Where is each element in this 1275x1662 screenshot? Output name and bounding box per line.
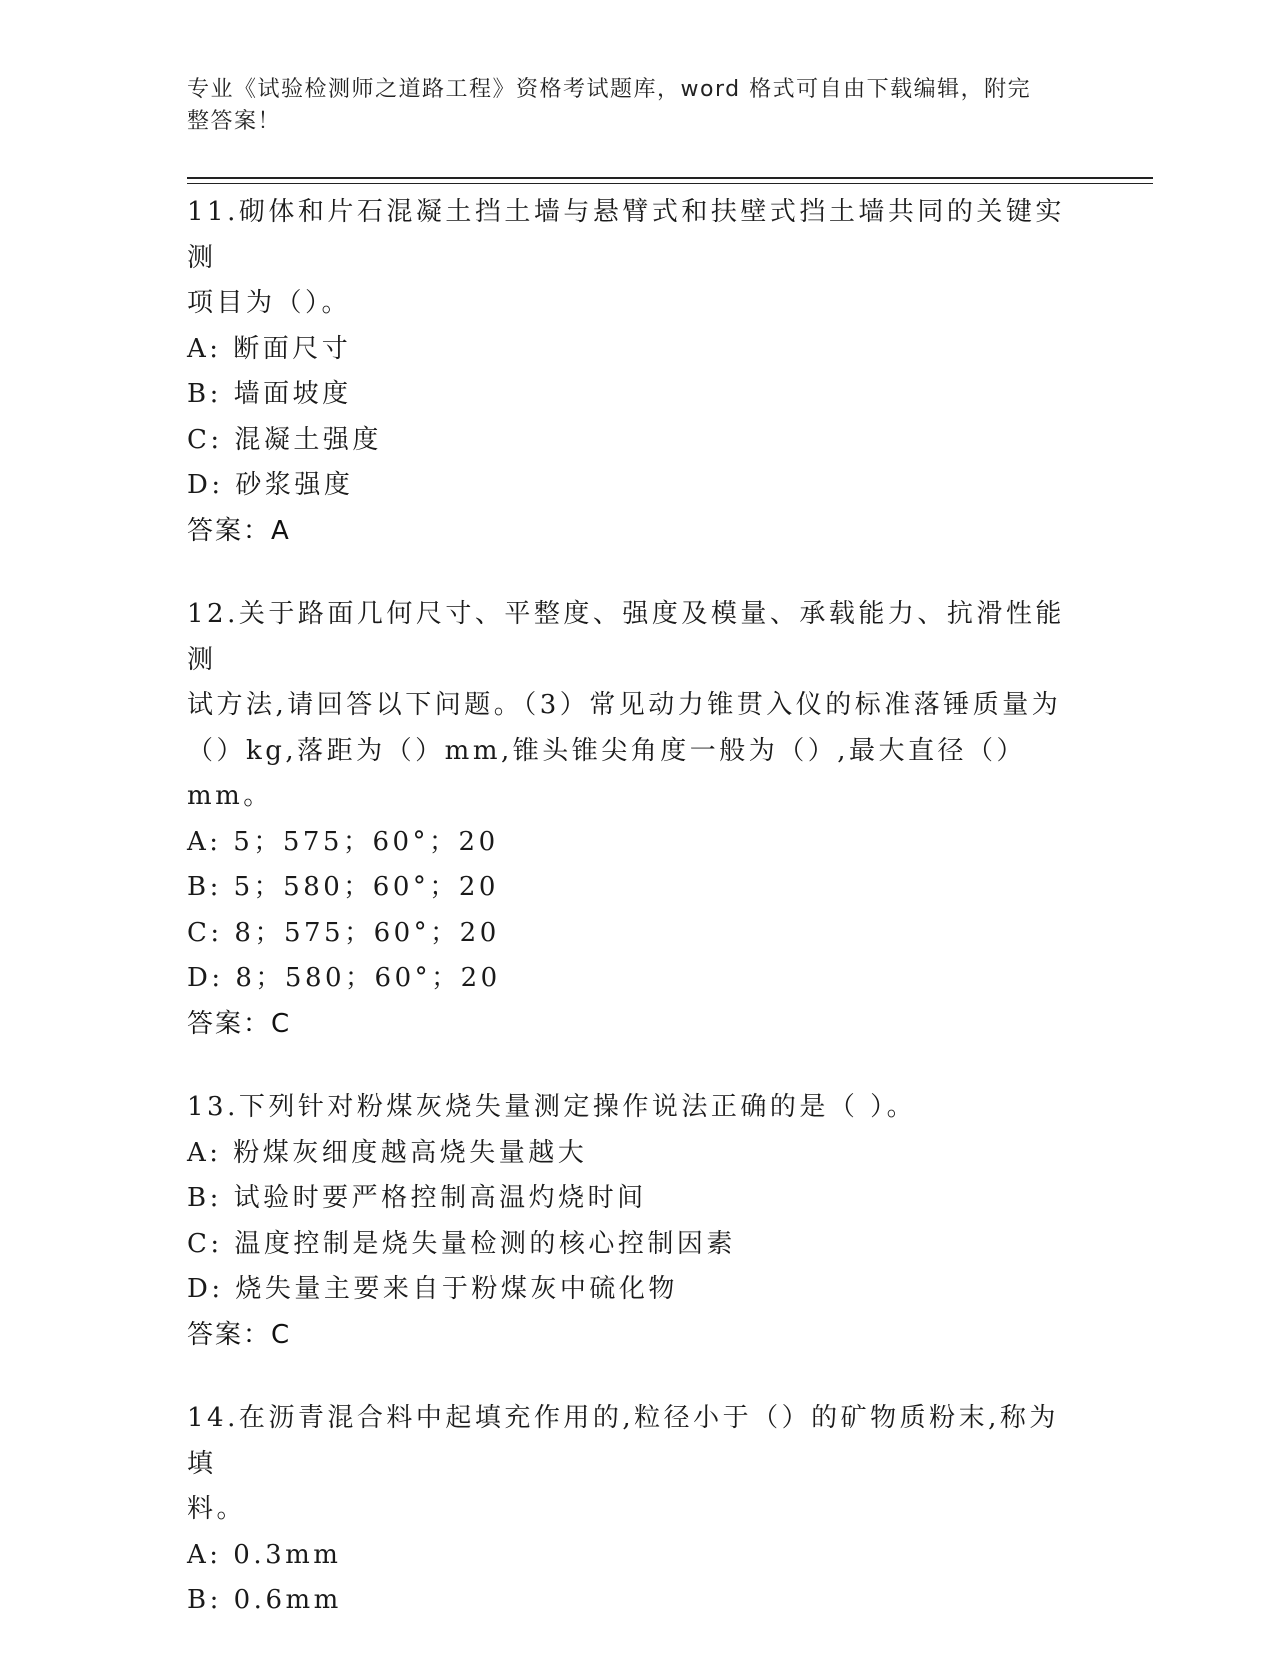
question-11 [187,190,1087,554]
option-a: A: 断面尺寸 [187,333,352,364]
header-line-2: 整答案！ [187,109,282,134]
option-c: C: 8；575；60°；20 [187,917,500,948]
option-b: B: 0.6mm [187,1585,342,1615]
question-stem: （）kg,落距为（）mm,锥头锥尖角度一般为（）,最大直径（）mm。 [187,735,1027,811]
document-header [187,74,1087,138]
option-d: D: 烧失量主要来自于粉煤灰中硫化物 [187,1274,678,1304]
question-14 [187,1396,1087,1624]
question-stem: 项目为（）。 [187,288,352,318]
question-stem: 14.在沥青混合料中起填充作用的,粒径小于（）的矿物质粉末,称为填 [187,1403,1059,1479]
option-a: A: 5；575；60°；20 [187,826,499,857]
question-12 [187,592,1087,1047]
option-b: B: 5；580；60°；20 [187,872,499,902]
option-c: C: 混凝土强度 [187,424,382,455]
question-stem: 11.砌体和片石混凝土挡土墙与悬臂式和扶壁式挡土墙共同的关键实测 [187,197,1065,273]
answer-line: 答案：A [187,515,291,546]
option-d: D: 砂浆强度 [187,470,354,500]
option-b: B: 墙面坡度 [187,379,352,409]
question-list [187,190,1087,1662]
question-stem: 料。 [187,1494,247,1524]
question-stem: 试方法,请回答以下问题。（3）常见动力锥贯入仪的标准落锤质量为 [187,690,1062,720]
option-b: B: 试验时要严格控制高温灼烧时间 [187,1183,647,1213]
question-stem: 13.下列针对粉煤灰烧失量测定操作说法正确的是（ ）。 [187,1092,917,1122]
option-a: A: 粉煤灰细度越高烧失量越大 [187,1137,588,1168]
answer-line: 答案：C [187,1319,292,1350]
header-divider-thick [187,177,1153,179]
answer-line: 答案：C [187,1008,292,1039]
header-divider-thin [187,183,1153,184]
question-13 [187,1085,1087,1358]
option-d: D: 8；580；60°；20 [187,963,501,993]
question-stem: 12.关于路面几何尺寸、平整度、强度及模量、承载能力、抗滑性能测 [187,599,1065,675]
option-c: C: 温度控制是烧失量检测的核心控制因素 [187,1228,736,1259]
option-a: A: 0.3mm [187,1539,342,1570]
header-line-1: 专业《试验检测师之道路工程》资格考试题库，word 格式可自由下载编辑，附完 [187,77,1032,102]
